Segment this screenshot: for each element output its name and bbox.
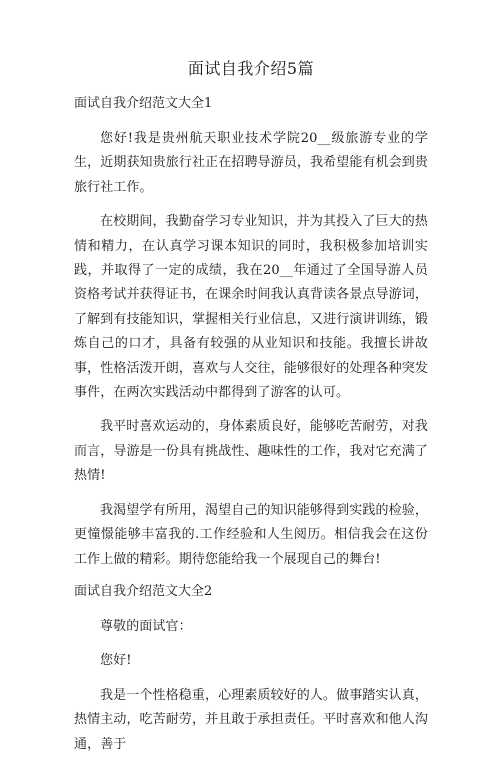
salutation: 尊敬的面试官： — [100, 618, 192, 634]
paragraph: 我平时喜欢运动的，身体素质良好，能够吃苦耐劳，对我而言，导游是一份具有挑战性、趣味性的工作，我对它充满了热情! — [74, 419, 428, 484]
greeting: 您好! — [100, 653, 132, 669]
paragraph: 您好!我是贵州航天职业技术学院20__级旅游专业的学生，近期获知贵旅行社正在招聘导游员，我希望能有机会到贵旅行社工作。 — [74, 131, 428, 195]
document-page — [74, 58, 428, 767]
paragraph: 我渴望学有所用，渴望自己的知识能够得到实践的检验，更憧憬能够丰富我的.工作经验和人生阅历。相信我会在这份工作上做的精彩。期待您能给我一个展现自己的舞台! — [74, 502, 428, 567]
section-2 — [74, 582, 428, 757]
section-heading: 面试自我介绍范文大全2 — [74, 583, 213, 599]
paragraph: 我是一个性格稳重，心理素质较好的人。做事踏实认真，热情主动，吃苦耐劳，并且敢于承担责任。平时喜欢和他人沟通，善于 — [74, 687, 428, 752]
paragraph: 在校期间，我勤奋学习专业知识，并为其投入了巨大的热情和精力，在认真学习课本知识的同时，我积极参加培训实践，并取得了一定的成绩，我在20__年通过了全国导游人员资格考试并获得证书，在课余时间我认真背读各景点导游词，了解到有技能知识，掌握相关行业信息，又进行演讲训练，锻炼自己的口才，具备有较强的从业知识和技能。我擅长讲故事，性格活泼开朗，喜欢与人交往，能够很好的处理各种突发事件，在两次实践活动中都得到了游客的认可。 — [74, 214, 428, 401]
document-title: 面试自我介绍5篇 — [187, 59, 315, 78]
section-1 — [74, 94, 428, 572]
section-heading: 面试自我介绍范文大全1 — [74, 96, 213, 111]
